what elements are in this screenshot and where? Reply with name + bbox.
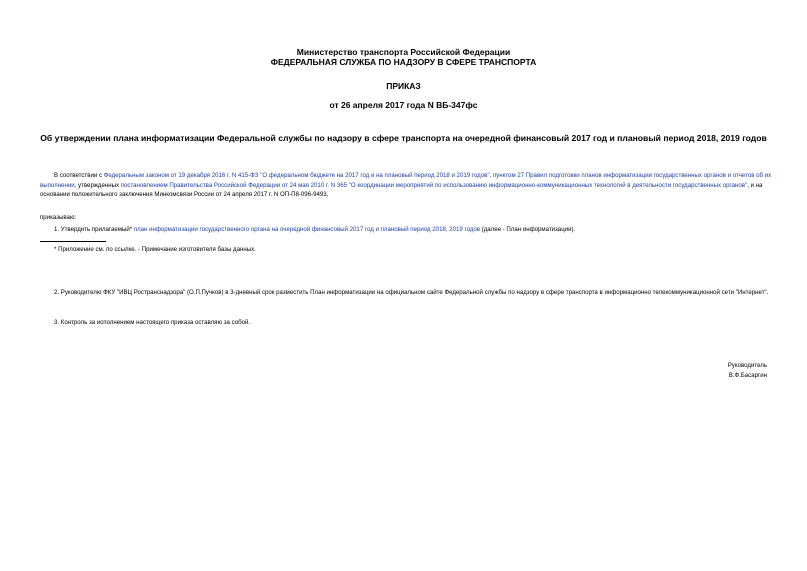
doc-date-number: от 26 апреля 2017 года N ВБ-347фс [329, 100, 478, 110]
paragraph-item-2: 2. Руководителю ФКУ "ИВЦ Ространснадзора" (О.П.Пучков) в 3-дневный срок разместить План информатизации на официальном сайте Федеральной службы по надзору в сфере транспорта в информационно телекоммуникационной сети "Интернет". [54, 289, 769, 296]
paragraph-item-1 [54, 225, 575, 235]
link-government-decree[interactable]: постановлением Правительства Российской Федерации от 24 мая 2010 г. N 365 "О координации мероприятий по использованию информационно-коммуникационных технологий в деятельности государственных органов" [120, 181, 748, 189]
item1-text-1: 1. Утвердить прилагаемый* [54, 226, 134, 233]
paragraph-order-word: приказываю: [40, 214, 77, 221]
footnote-text: * Приложение см. по ссылке. - Примечание изготовителя базы данных. [54, 246, 256, 253]
preamble-text-3: , и на основании положительного заключения Минкомсвязи России от 24 апреля 2017 г. N ОП-П8-096-9493, [40, 181, 763, 198]
ministry-name: Министерство транспорта Российской Федерации [296, 47, 511, 57]
paragraph-preamble [40, 171, 775, 200]
service-name: ФЕДЕРАЛЬНАЯ СЛУЖБА ПО НАДЗОРУ В СФЕРЕ ТРАНСПОРТА [270, 57, 537, 67]
signature-role: Руководитель [727, 362, 767, 369]
footnote-rule [40, 241, 106, 242]
doc-type: ПРИКАЗ [386, 81, 421, 91]
link-federal-law[interactable]: Федеральным законом от 19 декабря 2016 г. N 415-ФЗ "О федеральном бюджете на 2017 год и на плановый период 2018 и 2019 годов", пунктом 27 Правил подготовки планов информатизации государственных органов и отчетов об их выполнении [40, 172, 772, 189]
link-informatization-plan[interactable]: план информатизации государственного органа на очередной финансовый 2017 год и плановый период 2018, 2019 годов [133, 226, 481, 233]
paragraph-item-3: 3. Контроль за исполнением настоящего приказа оставляю за собой. [54, 319, 251, 326]
preamble-text-2: , утвержденных [74, 181, 121, 189]
doc-title: Об утверждении плана информатизации Федеральной службы по надзору в сфере транспорта на очередной финансовый 2017 год и плановый период 2018, 2019 годов [40, 133, 767, 143]
signature-name: В.Ф.Басаргин [728, 372, 767, 379]
item1-text-2: (далее - План информатизации). [480, 226, 576, 233]
preamble-text-1: В соответствии с [54, 172, 104, 179]
